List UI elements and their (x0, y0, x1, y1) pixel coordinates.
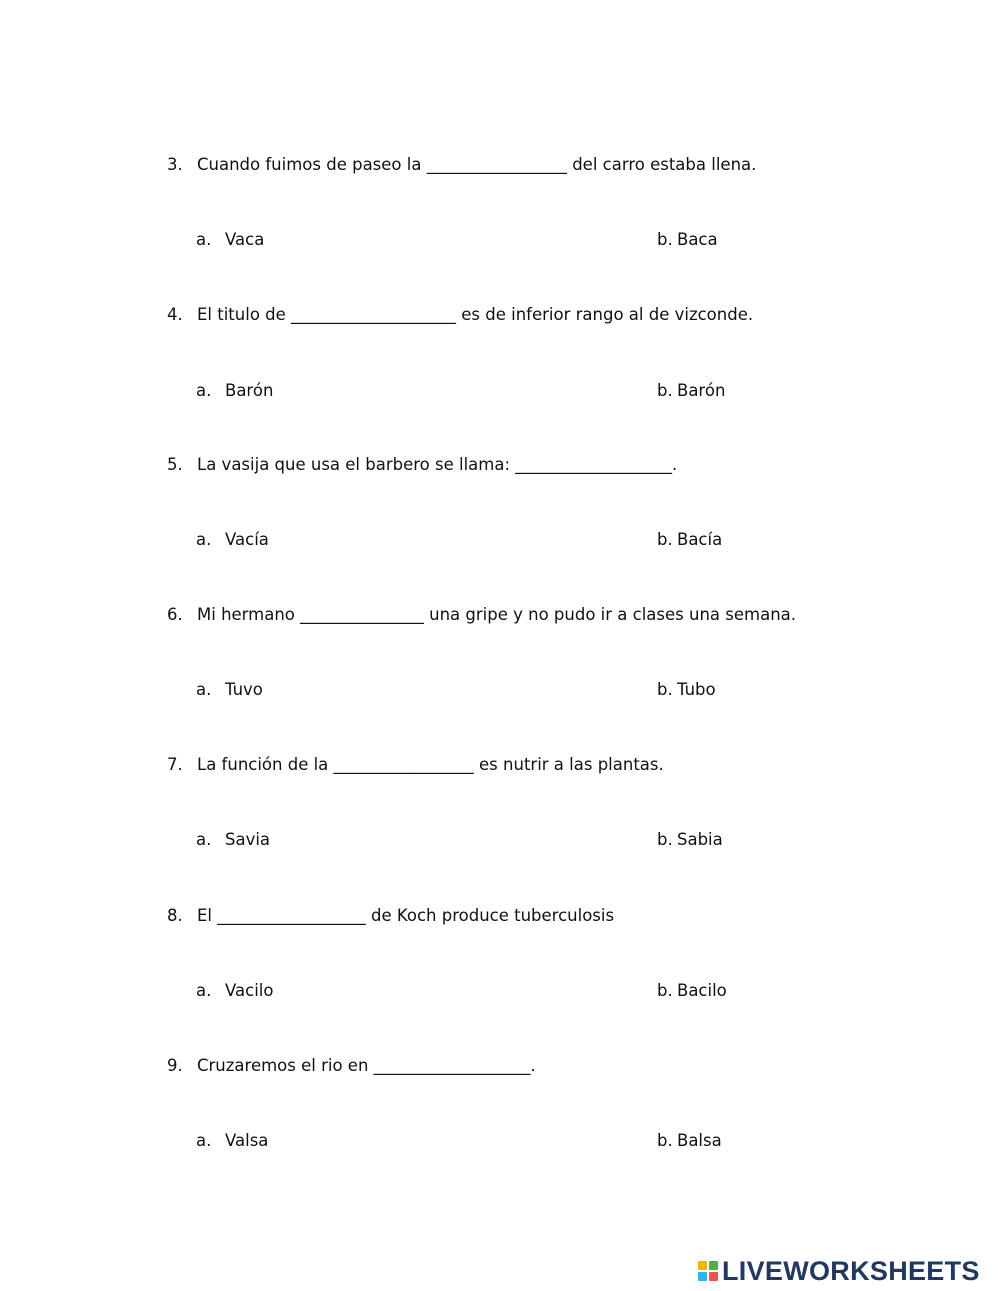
option-letter: a. (196, 680, 212, 699)
option-b[interactable] (657, 979, 727, 1003)
option-text: Tubo (677, 680, 716, 699)
option-letter: b. (657, 1131, 673, 1150)
logo-square (698, 1261, 707, 1270)
logo-square (709, 1272, 718, 1281)
logo-text: LIVEWORKSHEETS (722, 1256, 980, 1286)
option-text: Baca (677, 230, 718, 249)
question-number: 8. (167, 906, 183, 925)
question-line (167, 453, 677, 477)
option-b[interactable] (657, 828, 723, 852)
question-line (167, 153, 756, 177)
option-b[interactable] (657, 528, 722, 552)
option-a[interactable] (196, 379, 273, 403)
option-letter: a. (196, 1131, 212, 1150)
option-b[interactable] (657, 1129, 722, 1153)
question-line (167, 303, 753, 327)
question-text: Cuando fuimos de paseo la _________________ del carro estaba llena. (197, 155, 757, 174)
option-letter: b. (657, 381, 673, 400)
option-letter: b. (657, 830, 673, 849)
option-text: Tuvo (225, 680, 263, 699)
option-b[interactable] (657, 228, 718, 252)
option-text: Sabia (677, 830, 723, 849)
option-a[interactable] (196, 528, 269, 552)
question-text: La función de la _________________ es nutrir a las plantas. (197, 755, 664, 774)
question-number: 5. (167, 455, 183, 474)
logo-square (709, 1261, 718, 1270)
option-text: Vacilo (225, 981, 274, 1000)
option-a[interactable] (196, 678, 263, 702)
option-letter: b. (657, 680, 673, 699)
option-letter: a. (196, 981, 212, 1000)
liveworksheets-logo[interactable] (698, 1256, 980, 1286)
logo-squares-icon (698, 1261, 718, 1281)
option-text: Bacilo (677, 981, 727, 1000)
option-a[interactable] (196, 228, 264, 252)
option-text: Bacía (677, 530, 723, 549)
question-number: 4. (167, 305, 183, 324)
option-text: Savia (225, 830, 271, 849)
option-letter: b. (657, 981, 673, 1000)
question-number: 3. (167, 155, 183, 174)
option-letter: a. (196, 530, 212, 549)
option-letter: b. (657, 230, 673, 249)
question-number: 6. (167, 605, 183, 624)
option-text: Valsa (225, 1131, 269, 1150)
option-text: Barón (677, 381, 726, 400)
option-a[interactable] (196, 1129, 268, 1153)
option-text: Vacía (225, 530, 269, 549)
option-letter: a. (196, 381, 212, 400)
question-text: Mi hermano _______________ una gripe y no pudo ir a clases una semana. (197, 605, 797, 624)
question-text: Cruzaremos el rio en ___________________. (197, 1056, 536, 1075)
question-line (167, 904, 614, 928)
question-text: El __________________ de Koch produce tuberculosis (197, 906, 615, 925)
option-a[interactable] (196, 979, 273, 1003)
option-text: Vaca (225, 230, 265, 249)
option-letter: b. (657, 530, 673, 549)
option-letter: a. (196, 830, 212, 849)
question-number: 9. (167, 1056, 183, 1075)
question-text: El titulo de ____________________ es de inferior rango al de vizconde. (197, 305, 754, 324)
question-text: La vasija que usa el barbero se llama: ___________________. (197, 455, 678, 474)
option-a[interactable] (196, 828, 270, 852)
option-b[interactable] (657, 379, 725, 403)
option-text: Barón (225, 381, 274, 400)
question-number: 7. (167, 755, 183, 774)
option-text: Balsa (677, 1131, 722, 1150)
option-letter: a. (196, 230, 212, 249)
question-line (167, 753, 664, 777)
question-line (167, 1054, 536, 1078)
logo-square (698, 1272, 707, 1281)
option-b[interactable] (657, 678, 716, 702)
question-line (167, 603, 796, 627)
